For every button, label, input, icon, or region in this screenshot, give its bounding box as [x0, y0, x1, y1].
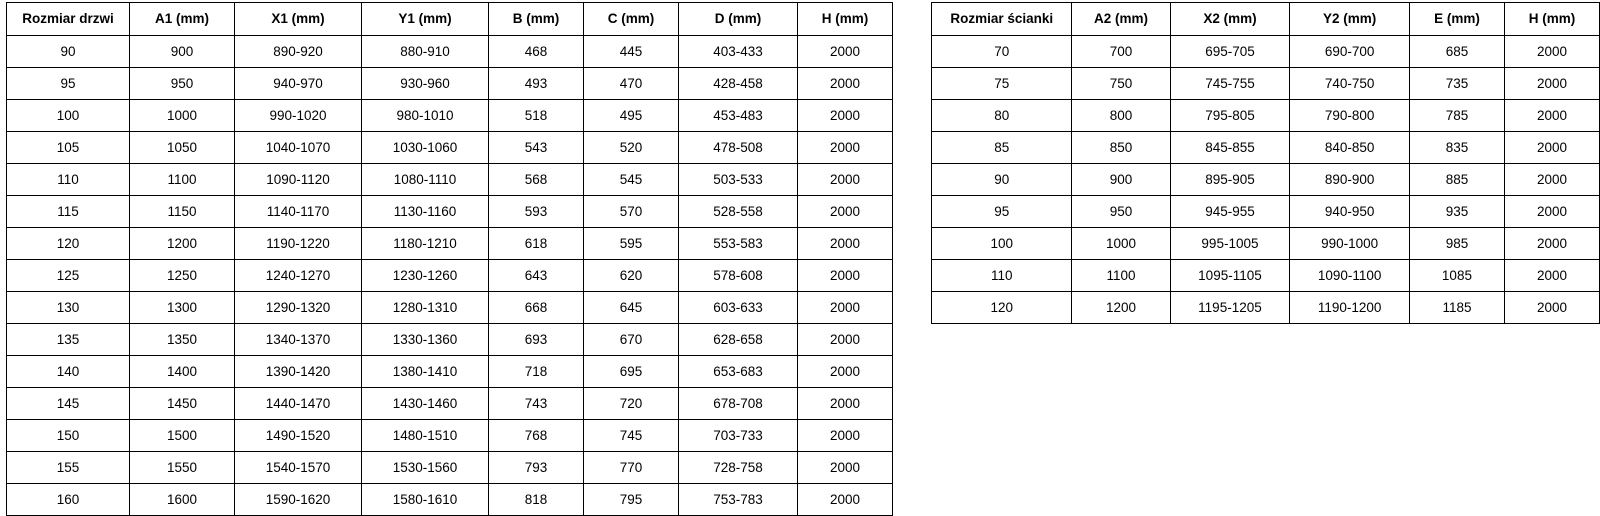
- doors-table-cell: 720: [584, 388, 679, 420]
- walls-table-cell: 935: [1409, 196, 1504, 228]
- walls-table-cell: 2000: [1504, 292, 1599, 324]
- doors-table-cell: 770: [584, 452, 679, 484]
- doors-table-column-header: C (mm): [584, 3, 679, 36]
- doors-table-cell: 125: [7, 260, 130, 292]
- doors-table-cell: 2000: [798, 228, 893, 260]
- table-row: [7, 388, 893, 420]
- walls-table-head: [932, 3, 1600, 36]
- walls-table-cell: 985: [1409, 228, 1504, 260]
- walls-table-cell: 745-755: [1170, 68, 1290, 100]
- table-row: [7, 100, 893, 132]
- doors-table-cell: 1600: [130, 484, 235, 516]
- doors-table-cell: 2000: [798, 68, 893, 100]
- walls-table-cell: 900: [1072, 164, 1170, 196]
- doors-table-cell: 595: [584, 228, 679, 260]
- doors-table-cell: 703-733: [679, 420, 798, 452]
- walls-table-cell: 945-955: [1170, 196, 1290, 228]
- walls-table-cell: 2000: [1504, 132, 1599, 164]
- doors-table-cell: 1540-1570: [235, 452, 362, 484]
- walls-table-column-header: X2 (mm): [1170, 3, 1290, 36]
- doors-table-cell: 980-1010: [362, 100, 489, 132]
- doors-table-cell: 2000: [798, 356, 893, 388]
- doors-table-cell: 818: [489, 484, 584, 516]
- doors-table-cell: 545: [584, 164, 679, 196]
- doors-table-cell: 793: [489, 452, 584, 484]
- doors-table-cell: 1030-1060: [362, 132, 489, 164]
- doors-table-cell: 1200: [130, 228, 235, 260]
- doors-table-cell: 1250: [130, 260, 235, 292]
- walls-dimensions-table: [931, 2, 1600, 324]
- walls-table-column-header: Rozmiar ścianki: [932, 3, 1072, 36]
- walls-table-cell: 790-800: [1290, 100, 1410, 132]
- doors-table-head: [7, 3, 893, 36]
- walls-table-cell: 2000: [1504, 100, 1599, 132]
- walls-table-cell: 740-750: [1290, 68, 1410, 100]
- walls-table-cell: 90: [932, 164, 1072, 196]
- doors-table-cell: 593: [489, 196, 584, 228]
- doors-table-cell: 568: [489, 164, 584, 196]
- table-row: [7, 420, 893, 452]
- doors-table-column-header: Y1 (mm): [362, 3, 489, 36]
- walls-table-cell: 690-700: [1290, 36, 1410, 68]
- doors-table-cell: 553-583: [679, 228, 798, 260]
- walls-dimensions-table-container: [931, 2, 1600, 324]
- doors-table-cell: 1230-1260: [362, 260, 489, 292]
- doors-table-cell: 543: [489, 132, 584, 164]
- doors-table-cell: 2000: [798, 292, 893, 324]
- doors-table-cell: 1330-1360: [362, 324, 489, 356]
- walls-table-cell: 75: [932, 68, 1072, 100]
- walls-table-cell: 95: [932, 196, 1072, 228]
- walls-table-cell: 2000: [1504, 164, 1599, 196]
- table-row: [7, 68, 893, 100]
- walls-table-cell: 1090-1100: [1290, 260, 1410, 292]
- doors-table-cell: 518: [489, 100, 584, 132]
- doors-table-column-header: X1 (mm): [235, 3, 362, 36]
- walls-table-cell: 890-900: [1290, 164, 1410, 196]
- doors-table-cell: 445: [584, 36, 679, 68]
- doors-table-cell: 670: [584, 324, 679, 356]
- doors-table-column-header: D (mm): [679, 3, 798, 36]
- table-row: [7, 484, 893, 516]
- doors-table-cell: 753-783: [679, 484, 798, 516]
- doors-table-cell: 470: [584, 68, 679, 100]
- doors-table-cell: 2000: [798, 196, 893, 228]
- doors-table-cell: 493: [489, 68, 584, 100]
- doors-table-cell: 1040-1070: [235, 132, 362, 164]
- doors-table-cell: 428-458: [679, 68, 798, 100]
- doors-table-cell: 1150: [130, 196, 235, 228]
- table-row: [932, 228, 1600, 260]
- doors-table-cell: 520: [584, 132, 679, 164]
- doors-table-cell: 880-910: [362, 36, 489, 68]
- doors-table-cell: 693: [489, 324, 584, 356]
- doors-table-cell: 1530-1560: [362, 452, 489, 484]
- walls-table-cell: 845-855: [1170, 132, 1290, 164]
- doors-table-cell: 495: [584, 100, 679, 132]
- doors-table-cell: 1380-1410: [362, 356, 489, 388]
- doors-table-column-header: A1 (mm): [130, 3, 235, 36]
- doors-table-cell: 620: [584, 260, 679, 292]
- doors-table-cell: 453-483: [679, 100, 798, 132]
- doors-table-cell: 1300: [130, 292, 235, 324]
- walls-table-cell: 850: [1072, 132, 1170, 164]
- walls-table-cell: 695-705: [1170, 36, 1290, 68]
- walls-table-cell: 2000: [1504, 36, 1599, 68]
- doors-table-cell: 468: [489, 36, 584, 68]
- doors-table-cell: 1080-1110: [362, 164, 489, 196]
- doors-table-column-header: B (mm): [489, 3, 584, 36]
- doors-table-cell: 1500: [130, 420, 235, 452]
- doors-table-cell: 745: [584, 420, 679, 452]
- walls-table-cell: 950: [1072, 196, 1170, 228]
- table-row: [932, 164, 1600, 196]
- doors-table-cell: 2000: [798, 164, 893, 196]
- doors-table-cell: 2000: [798, 100, 893, 132]
- doors-table-cell: 643: [489, 260, 584, 292]
- doors-table-cell: 155: [7, 452, 130, 484]
- walls-table-cell: 2000: [1504, 68, 1599, 100]
- doors-table-cell: 528-558: [679, 196, 798, 228]
- doors-table-cell: 618: [489, 228, 584, 260]
- walls-table-cell: 2000: [1504, 196, 1599, 228]
- doors-table-cell: 743: [489, 388, 584, 420]
- table-row: [932, 260, 1600, 292]
- doors-table-cell: 940-970: [235, 68, 362, 100]
- doors-table-cell: 120: [7, 228, 130, 260]
- doors-table-cell: 1450: [130, 388, 235, 420]
- doors-table-cell: 1050: [130, 132, 235, 164]
- walls-table-cell: 885: [1409, 164, 1504, 196]
- doors-table-cell: 1290-1320: [235, 292, 362, 324]
- table-row: [7, 196, 893, 228]
- doors-table-cell: 2000: [798, 420, 893, 452]
- doors-table-cell: 1100: [130, 164, 235, 196]
- table-row: [7, 260, 893, 292]
- doors-table-cell: 2000: [798, 36, 893, 68]
- table-row: [7, 132, 893, 164]
- doors-table-cell: 890-920: [235, 36, 362, 68]
- doors-table-cell: 2000: [798, 324, 893, 356]
- walls-table-cell: 110: [932, 260, 1072, 292]
- doors-table-cell: 695: [584, 356, 679, 388]
- doors-table-cell: 1140-1170: [235, 196, 362, 228]
- walls-table-cell: 895-905: [1170, 164, 1290, 196]
- doors-table-cell: 140: [7, 356, 130, 388]
- doors-table-cell: 2000: [798, 484, 893, 516]
- doors-table-cell: 603-633: [679, 292, 798, 324]
- walls-table-column-header: A2 (mm): [1072, 3, 1170, 36]
- walls-table-cell: 940-950: [1290, 196, 1410, 228]
- doors-table-cell: 950: [130, 68, 235, 100]
- doors-table-cell: 718: [489, 356, 584, 388]
- walls-table-column-header: E (mm): [1409, 3, 1504, 36]
- doors-table-cell: 645: [584, 292, 679, 324]
- doors-dimensions-table-container: [6, 2, 893, 516]
- doors-table-cell: 1430-1460: [362, 388, 489, 420]
- table-row: [7, 228, 893, 260]
- doors-table-cell: 2000: [798, 388, 893, 420]
- doors-table-cell: 668: [489, 292, 584, 324]
- walls-table-column-header: H (mm): [1504, 3, 1599, 36]
- table-row: [932, 292, 1600, 324]
- table-row: [932, 100, 1600, 132]
- doors-table-cell: 1280-1310: [362, 292, 489, 324]
- doors-table-cell: 1180-1210: [362, 228, 489, 260]
- walls-table-cell: 685: [1409, 36, 1504, 68]
- walls-table-cell: 1085: [1409, 260, 1504, 292]
- doors-table-cell: 130: [7, 292, 130, 324]
- doors-table-cell: 160: [7, 484, 130, 516]
- walls-table-cell: 795-805: [1170, 100, 1290, 132]
- doors-table-cell: 100: [7, 100, 130, 132]
- doors-table-cell: 1400: [130, 356, 235, 388]
- doors-table-cell: 768: [489, 420, 584, 452]
- doors-table-cell: 1440-1470: [235, 388, 362, 420]
- doors-table-cell: 1490-1520: [235, 420, 362, 452]
- table-row: [7, 324, 893, 356]
- doors-table-column-header: Rozmiar drzwi: [7, 3, 130, 36]
- doors-table-cell: 1190-1220: [235, 228, 362, 260]
- doors-table-cell: 1000: [130, 100, 235, 132]
- walls-table-cell: 995-1005: [1170, 228, 1290, 260]
- walls-table-cell: 1195-1205: [1170, 292, 1290, 324]
- doors-table-cell: 990-1020: [235, 100, 362, 132]
- table-header-row: [7, 3, 893, 36]
- walls-table-cell: 785: [1409, 100, 1504, 132]
- doors-table-cell: 503-533: [679, 164, 798, 196]
- table-header-row: [932, 3, 1600, 36]
- doors-table-cell: 403-433: [679, 36, 798, 68]
- doors-table-cell: 90: [7, 36, 130, 68]
- table-row: [7, 36, 893, 68]
- doors-table-cell: 570: [584, 196, 679, 228]
- doors-table-cell: 2000: [798, 452, 893, 484]
- doors-table-cell: 2000: [798, 132, 893, 164]
- doors-table-body: [7, 36, 893, 516]
- walls-table-cell: 700: [1072, 36, 1170, 68]
- walls-table-cell: 2000: [1504, 260, 1599, 292]
- walls-table-cell: 100: [932, 228, 1072, 260]
- table-row: [7, 292, 893, 324]
- walls-table-column-header: Y2 (mm): [1290, 3, 1410, 36]
- table-row: [932, 196, 1600, 228]
- doors-table-cell: 135: [7, 324, 130, 356]
- doors-table-cell: 1390-1420: [235, 356, 362, 388]
- walls-table-cell: 85: [932, 132, 1072, 164]
- doors-table-cell: 95: [7, 68, 130, 100]
- doors-table-cell: 150: [7, 420, 130, 452]
- walls-table-cell: 1095-1105: [1170, 260, 1290, 292]
- doors-table-cell: 678-708: [679, 388, 798, 420]
- table-row: [7, 452, 893, 484]
- doors-table-cell: 1550: [130, 452, 235, 484]
- table-row: [7, 164, 893, 196]
- doors-table-column-header: H (mm): [798, 3, 893, 36]
- doors-table-cell: 1090-1120: [235, 164, 362, 196]
- walls-table-cell: 750: [1072, 68, 1170, 100]
- table-row: [932, 68, 1600, 100]
- walls-table-cell: 70: [932, 36, 1072, 68]
- doors-table-cell: 900: [130, 36, 235, 68]
- walls-table-cell: 840-850: [1290, 132, 1410, 164]
- doors-table-cell: 1580-1610: [362, 484, 489, 516]
- doors-table-cell: 1590-1620: [235, 484, 362, 516]
- doors-table-cell: 1340-1370: [235, 324, 362, 356]
- walls-table-cell: 835: [1409, 132, 1504, 164]
- walls-table-cell: 1190-1200: [1290, 292, 1410, 324]
- doors-table-cell: 930-960: [362, 68, 489, 100]
- walls-table-cell: 80: [932, 100, 1072, 132]
- walls-table-cell: 735: [1409, 68, 1504, 100]
- doors-table-cell: 145: [7, 388, 130, 420]
- table-row: [932, 132, 1600, 164]
- doors-table-cell: 110: [7, 164, 130, 196]
- doors-table-cell: 1240-1270: [235, 260, 362, 292]
- walls-table-cell: 2000: [1504, 228, 1599, 260]
- doors-table-cell: 478-508: [679, 132, 798, 164]
- table-row: [932, 36, 1600, 68]
- walls-table-cell: 1200: [1072, 292, 1170, 324]
- doors-table-cell: 2000: [798, 260, 893, 292]
- walls-table-cell: 1185: [1409, 292, 1504, 324]
- doors-table-cell: 105: [7, 132, 130, 164]
- doors-table-cell: 1130-1160: [362, 196, 489, 228]
- walls-table-cell: 1100: [1072, 260, 1170, 292]
- doors-dimensions-table: [6, 2, 893, 516]
- walls-table-cell: 800: [1072, 100, 1170, 132]
- walls-table-cell: 1000: [1072, 228, 1170, 260]
- doors-table-cell: 1350: [130, 324, 235, 356]
- table-row: [7, 356, 893, 388]
- walls-table-cell: 120: [932, 292, 1072, 324]
- doors-table-cell: 115: [7, 196, 130, 228]
- walls-table-body: [932, 36, 1600, 324]
- doors-table-cell: 578-608: [679, 260, 798, 292]
- doors-table-cell: 795: [584, 484, 679, 516]
- doors-table-cell: 1480-1510: [362, 420, 489, 452]
- doors-table-cell: 728-758: [679, 452, 798, 484]
- walls-table-cell: 990-1000: [1290, 228, 1410, 260]
- doors-table-cell: 653-683: [679, 356, 798, 388]
- doors-table-cell: 628-658: [679, 324, 798, 356]
